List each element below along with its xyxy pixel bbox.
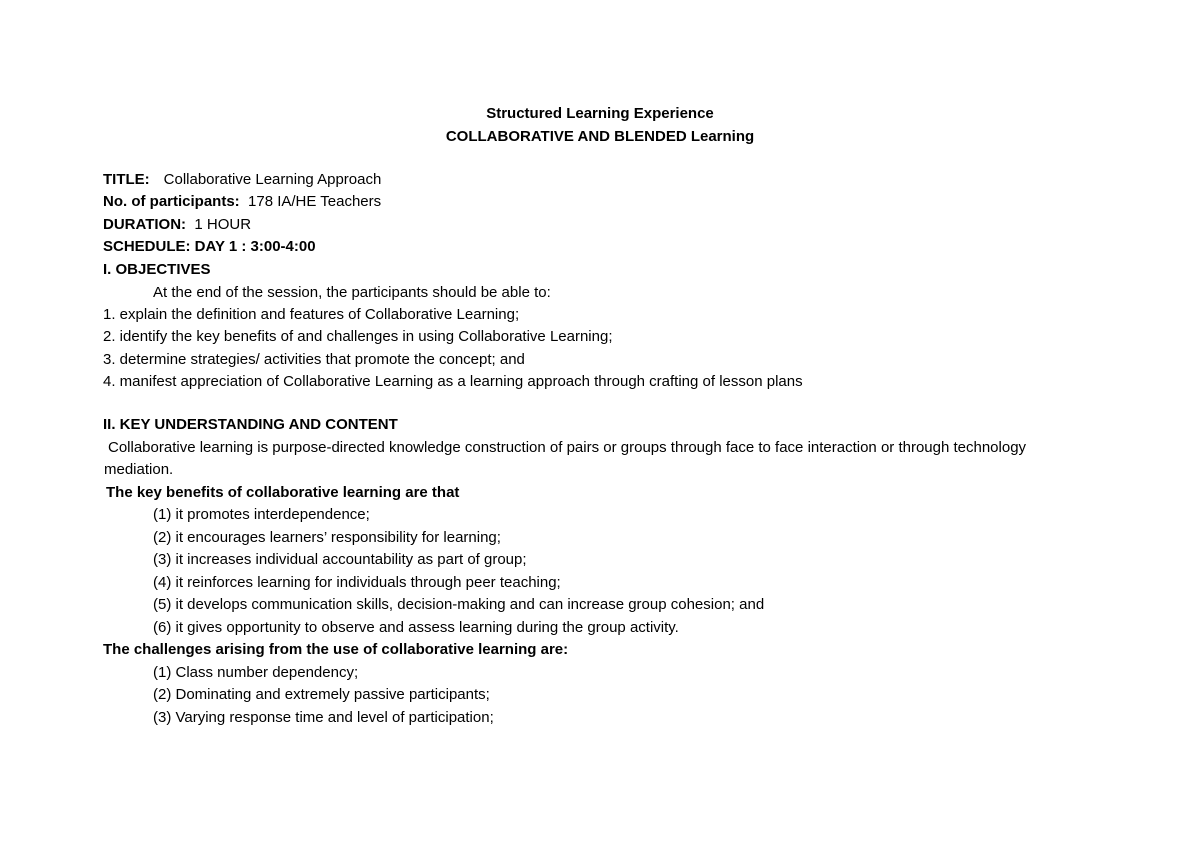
content-heading: II. KEY UNDERSTANDING AND CONTENT — [103, 416, 398, 433]
benefits-heading: The key benefits of collaborative learning are that — [106, 484, 460, 501]
objectives-heading: I. OBJECTIVES — [103, 261, 211, 278]
duration-value: 1 HOUR — [194, 216, 252, 233]
benefit-item: (3) it increases individual accountability as part of group; — [153, 551, 527, 568]
title-row — [103, 170, 381, 190]
objective-item: 2. identify the key benefits of and challenges in using Collaborative Learning; — [103, 328, 613, 345]
objective-item: 3. determine strategies/ activities that promote the concept; and — [103, 351, 525, 368]
participants-value: 178 IA/HE Teachers — [248, 193, 382, 210]
benefit-item: (5) it develops communication skills, decision-making and can increase group cohesion; and — [153, 596, 765, 613]
duration-label: DURATION: — [103, 216, 187, 233]
objectives-intro: At the end of the session, the participants should be able to: — [153, 284, 551, 301]
document-subtitle: COLLABORATIVE AND BLENDED Learning — [445, 128, 755, 145]
duration-row — [103, 215, 251, 235]
challenge-item: (2) Dominating and extremely passive participants; — [153, 686, 490, 703]
benefit-item: (1) it promotes interdependence; — [153, 506, 370, 523]
benefit-item: (2) it encourages learners’ responsibility for learning; — [153, 529, 501, 546]
challenge-item: (1) Class number dependency; — [153, 664, 359, 681]
participants-label: No. of participants: — [103, 193, 240, 210]
document-title: Structured Learning Experience — [486, 105, 714, 122]
benefit-item: (4) it reinforces learning for individuals through peer teaching; — [153, 574, 561, 591]
objective-item: 4. manifest appreciation of Collaborative Learning as a learning approach through crafting of lesson plans — [103, 373, 803, 390]
benefit-item: (6) it gives opportunity to observe and assess learning during the group activity. — [153, 619, 679, 636]
challenge-item: (3) Varying response time and level of participation; — [153, 709, 494, 726]
challenges-heading: The challenges arising from the use of collaborative learning are: — [103, 641, 569, 658]
participants-row — [103, 192, 381, 212]
title-label: TITLE: — [103, 171, 150, 188]
content-definition: Collaborative learning is purpose-directed knowledge construction of pairs or groups through face to face interaction or through technology mediation. — [104, 439, 1027, 478]
schedule-row: SCHEDULE: DAY 1 : 3:00-4:00 — [103, 238, 316, 255]
objective-item: 1. explain the definition and features of Collaborative Learning; — [103, 306, 520, 323]
title-value: Collaborative Learning Approach — [163, 171, 382, 188]
